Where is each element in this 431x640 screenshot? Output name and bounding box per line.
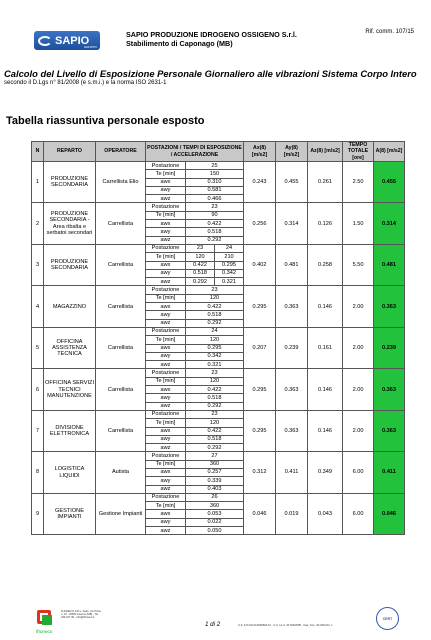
measure-label: awz: [146, 278, 186, 286]
tempo-totale-value: 1.50: [343, 203, 374, 244]
measure-label: Postazione: [146, 244, 186, 252]
measure-value: 0.422: [186, 427, 244, 435]
measure-label: awz: [146, 236, 186, 244]
ay8-value: 0.314: [276, 203, 308, 244]
ax8-value: 0.243: [244, 162, 276, 203]
tempo-totale-value: 2.00: [343, 327, 374, 368]
measure-label: Te [min]: [146, 170, 186, 178]
reparto-cell: MAGAZZINO: [44, 286, 96, 327]
measure-value: 23: [186, 244, 215, 252]
row-number: 9: [32, 493, 44, 534]
tempo-totale-value: 5.50: [343, 244, 374, 285]
measure-value: 23: [186, 286, 244, 294]
footer-brand: fhoneco: [36, 629, 53, 634]
measure-label: Te [min]: [146, 460, 186, 468]
measure-value: 26: [186, 493, 244, 501]
measure-label: awz: [146, 319, 186, 327]
measure-value-2: 0.295: [215, 261, 244, 269]
ay8-value: 0.455: [276, 162, 308, 203]
reparto-cell: GESTIONE IMPIANTI: [44, 493, 96, 534]
measure-value: 27: [186, 452, 244, 460]
ay8-value: 0.019: [276, 493, 308, 534]
measure-value: 25: [186, 162, 244, 170]
table-row: [32, 369, 405, 377]
ax8-value: 0.295: [244, 369, 276, 410]
measure-label: awx: [146, 468, 186, 476]
measure-label: awy: [146, 228, 186, 236]
ax8-value: 0.256: [244, 203, 276, 244]
measure-label: awz: [146, 527, 186, 535]
operatore-cell: Carrellista: [96, 327, 146, 368]
az8-value: 0.349: [308, 452, 343, 493]
measure-value: 0.292: [186, 319, 244, 327]
measure-value-2: 0.321: [215, 278, 244, 286]
measure-value: 0.321: [186, 361, 244, 369]
measure-label: Postazione: [146, 162, 186, 170]
reparto-cell: PRODUZIONE SECONDARIA: [44, 162, 96, 203]
reparto-cell: PRODUZIONE SECONDARIA - Area ribalta e serbatoi secondari: [44, 203, 96, 244]
measure-label: awx: [146, 303, 186, 311]
measure-value: 120: [186, 253, 215, 261]
measure-value-2: 24: [215, 244, 244, 252]
measure-label: awy: [146, 311, 186, 319]
col-header-a8: A(8) [m/s2]: [374, 142, 405, 162]
measure-value: 0.422: [186, 303, 244, 311]
ax8-value: 0.207: [244, 327, 276, 368]
measure-value: 360: [186, 502, 244, 510]
measure-value: 0.518: [186, 269, 215, 277]
measure-value: 0.581: [186, 186, 244, 194]
measure-label: awx: [146, 344, 186, 352]
measure-value: 0.310: [186, 178, 244, 186]
az8-value: 0.043: [308, 493, 343, 534]
document-subtitle: secondo il D.Lgs n° 81/2008 (e s.m.i.) e la norma ISO 2631-1: [4, 80, 167, 86]
table-body: [32, 162, 405, 535]
measure-value: 0.422: [186, 386, 244, 394]
measure-label: awy: [146, 518, 186, 526]
ay8-value: 0.411: [276, 452, 308, 493]
fhoneco-logo-icon: [35, 608, 55, 628]
measure-label: awy: [146, 352, 186, 360]
col-header-az8: Az(8) [m/s2]: [308, 142, 343, 162]
reparto-cell: OFFICINA ASSISTENZA TECNICA: [44, 327, 96, 368]
cert-text: CERT: [382, 616, 393, 621]
measure-label: awy: [146, 477, 186, 485]
measure-label: awx: [146, 386, 186, 394]
a8-result-value: 0.239: [374, 327, 405, 368]
measure-value: 0.403: [186, 485, 244, 493]
ay8-value: 0.239: [276, 327, 308, 368]
plant-name: Stabilimento di Caponago (MB): [126, 39, 233, 48]
logo-subtext: GRUPPO: [83, 45, 97, 49]
measure-label: Postazione: [146, 410, 186, 418]
operatore-cell: Carrellista: [96, 286, 146, 327]
measure-label: Postazione: [146, 327, 186, 335]
a8-result-value: 0.481: [374, 244, 405, 285]
measure-value: 0.292: [186, 402, 244, 410]
measure-label: Postazione: [146, 203, 186, 211]
row-number: 5: [32, 327, 44, 368]
table-row: [32, 327, 405, 335]
measure-value: 0.422: [186, 261, 215, 269]
measure-value: 0.053: [186, 510, 244, 518]
reparto-cell: LOGISTICA LIQUIDI: [44, 452, 96, 493]
measure-value: 120: [186, 336, 244, 344]
measure-label: Postazione: [146, 452, 186, 460]
reparto-cell: PRODUZIONE SECONDARIA: [44, 244, 96, 285]
col-header-postazioni: POSTAZIONI / TEMPI DI ESPOSIZIONE / ACCELERAZIONE: [146, 142, 244, 162]
logo-swoosh-icon: [38, 36, 52, 46]
measure-value: 0.422: [186, 220, 244, 228]
page-number: 1 di 2: [205, 621, 221, 628]
page-header: [20, 25, 420, 55]
measure-label: Te [min]: [146, 377, 186, 385]
az8-value: 0.146: [308, 410, 343, 451]
az8-value: 0.126: [308, 203, 343, 244]
measure-label: awy: [146, 394, 186, 402]
measure-value-2: 210: [215, 253, 244, 261]
measure-label: awz: [146, 485, 186, 493]
ay8-value: 0.363: [276, 369, 308, 410]
measure-value: 150: [186, 170, 244, 178]
document-title: Calcolo del Livello di Esposizione Personale Giornaliero alle vibrazioni Sistema Corpo Intero: [4, 68, 417, 79]
table-row: [32, 244, 405, 252]
measure-label: awz: [146, 402, 186, 410]
measure-value: 0.292: [186, 278, 215, 286]
measure-value: 0.022: [186, 518, 244, 526]
table-row: [32, 410, 405, 418]
reference-number: Rif. comm. 107/15: [365, 29, 414, 35]
row-number: 7: [32, 410, 44, 451]
ax8-value: 0.295: [244, 286, 276, 327]
a8-result-value: 0.363: [374, 369, 405, 410]
table-header-row: [32, 142, 405, 162]
measure-value: 0.518: [186, 228, 244, 236]
measure-value: 120: [186, 294, 244, 302]
table-row: [32, 493, 405, 501]
row-number: 1: [32, 162, 44, 203]
measure-label: awx: [146, 427, 186, 435]
measure-label: awy: [146, 435, 186, 443]
col-header-ax8: Ax(8) [m/s2]: [244, 142, 276, 162]
measure-value: 360: [186, 460, 244, 468]
a8-result-value: 0.455: [374, 162, 405, 203]
tempo-totale-value: 2.50: [343, 162, 374, 203]
measure-label: awy: [146, 269, 186, 277]
measure-label: Te [min]: [146, 502, 186, 510]
row-number: 8: [32, 452, 44, 493]
ax8-value: 0.295: [244, 410, 276, 451]
reparto-cell: OFFICINA SERVIZI TECNICI MANUTENZIONE: [44, 369, 96, 410]
ax8-value: 0.046: [244, 493, 276, 534]
row-number: 3: [32, 244, 44, 285]
row-number: 4: [32, 286, 44, 327]
measure-value: 0.339: [186, 477, 244, 485]
certification-badge-icon: [376, 607, 399, 630]
measure-label: Te [min]: [146, 419, 186, 427]
col-header-reparto: REPARTO: [44, 142, 96, 162]
measure-label: awz: [146, 361, 186, 369]
measure-value: 0.466: [186, 195, 244, 203]
measure-value: 120: [186, 377, 244, 385]
measure-value: 0.292: [186, 444, 244, 452]
operatore-cell: Gestione Impianti: [96, 493, 146, 534]
table-row: [32, 162, 405, 170]
tempo-totale-value: 2.00: [343, 410, 374, 451]
reparto-cell: DIVISIONE ELETTRONICA: [44, 410, 96, 451]
measure-value-2: 0.342: [215, 269, 244, 277]
measure-label: awz: [146, 195, 186, 203]
measure-value: 0.257: [186, 468, 244, 476]
tempo-totale-value: 6.00: [343, 452, 374, 493]
measure-label: Postazione: [146, 493, 186, 501]
az8-value: 0.258: [308, 244, 343, 285]
measure-label: Te [min]: [146, 253, 186, 261]
measure-label: Postazione: [146, 369, 186, 377]
measure-label: awz: [146, 444, 186, 452]
a8-result-value: 0.363: [374, 286, 405, 327]
ax8-value: 0.312: [244, 452, 276, 493]
footer-address: FHONECO S.R.L. Sede: via Ticino n. 16 - 20842 Lissone (MB) - Tel. 039 247 39 - info@fhoneco.it: [61, 610, 101, 620]
table-row: [32, 203, 405, 211]
measure-value: 23: [186, 203, 244, 211]
operatore-cell: Carrellista: [96, 410, 146, 451]
measure-value: 0.292: [186, 236, 244, 244]
measure-value: 0.518: [186, 394, 244, 402]
footer-legal: C.F. & P.IVA 01939250172 - C.C.I.A.A. 317029/MB - Cap. Soc. 30.000,00 i.v.: [238, 623, 333, 627]
ay8-value: 0.363: [276, 286, 308, 327]
measure-value: 0.342: [186, 352, 244, 360]
measure-value: 90: [186, 211, 244, 219]
row-number: 6: [32, 369, 44, 410]
measure-label: awx: [146, 178, 186, 186]
page-footer: [0, 600, 431, 640]
measure-label: awx: [146, 261, 186, 269]
measure-label: awx: [146, 220, 186, 228]
col-header-n: N: [32, 142, 44, 162]
operatore-cell: Carrellista: [96, 369, 146, 410]
exposure-table: [31, 141, 405, 535]
table-row: [32, 286, 405, 294]
ay8-value: 0.481: [276, 244, 308, 285]
a8-result-value: 0.046: [374, 493, 405, 534]
a8-result-value: 0.411: [374, 452, 405, 493]
operatore-cell: Carrellista: [96, 203, 146, 244]
company-name: SAPIO PRODUZIONE IDROGENO OSSIGENO S.r.l.: [126, 30, 297, 39]
measure-label: Te [min]: [146, 294, 186, 302]
ax8-value: 0.402: [244, 244, 276, 285]
operatore-cell: Autista: [96, 452, 146, 493]
section-title: Tabella riassuntiva personale esposto: [6, 115, 205, 127]
az8-value: 0.146: [308, 369, 343, 410]
col-header-tempo: TEMPO TOTALE [ore]: [343, 142, 374, 162]
ay8-value: 0.363: [276, 410, 308, 451]
measure-label: Te [min]: [146, 211, 186, 219]
measure-value: 23: [186, 369, 244, 377]
measure-label: Postazione: [146, 286, 186, 294]
measure-value: 0.050: [186, 527, 244, 535]
row-number: 2: [32, 203, 44, 244]
az8-value: 0.261: [308, 162, 343, 203]
operatore-cell: Carrellista: [96, 244, 146, 285]
measure-label: awy: [146, 186, 186, 194]
measure-label: Te [min]: [146, 336, 186, 344]
col-header-operatore: OPERATORE: [96, 142, 146, 162]
operatore-cell: Carrellista Elio: [96, 162, 146, 203]
logo-text: SAPIO: [55, 34, 90, 47]
table-row: [32, 452, 405, 460]
tempo-totale-value: 2.00: [343, 286, 374, 327]
tempo-totale-value: 2.00: [343, 369, 374, 410]
sapio-logo: [34, 31, 100, 50]
az8-value: 0.146: [308, 286, 343, 327]
document-title-block: [4, 68, 424, 86]
measure-value: 24: [186, 327, 244, 335]
col-header-ay8: Ay(8) [m/s2]: [276, 142, 308, 162]
measure-value: 120: [186, 419, 244, 427]
az8-value: 0.161: [308, 327, 343, 368]
measure-label: awx: [146, 510, 186, 518]
tempo-totale-value: 6.00: [343, 493, 374, 534]
a8-result-value: 0.363: [374, 410, 405, 451]
measure-value: 0.295: [186, 344, 244, 352]
measure-value: 0.518: [186, 311, 244, 319]
measure-value: 0.518: [186, 435, 244, 443]
company-info: [126, 30, 297, 48]
measure-value: 23: [186, 410, 244, 418]
a8-result-value: 0.314: [374, 203, 405, 244]
